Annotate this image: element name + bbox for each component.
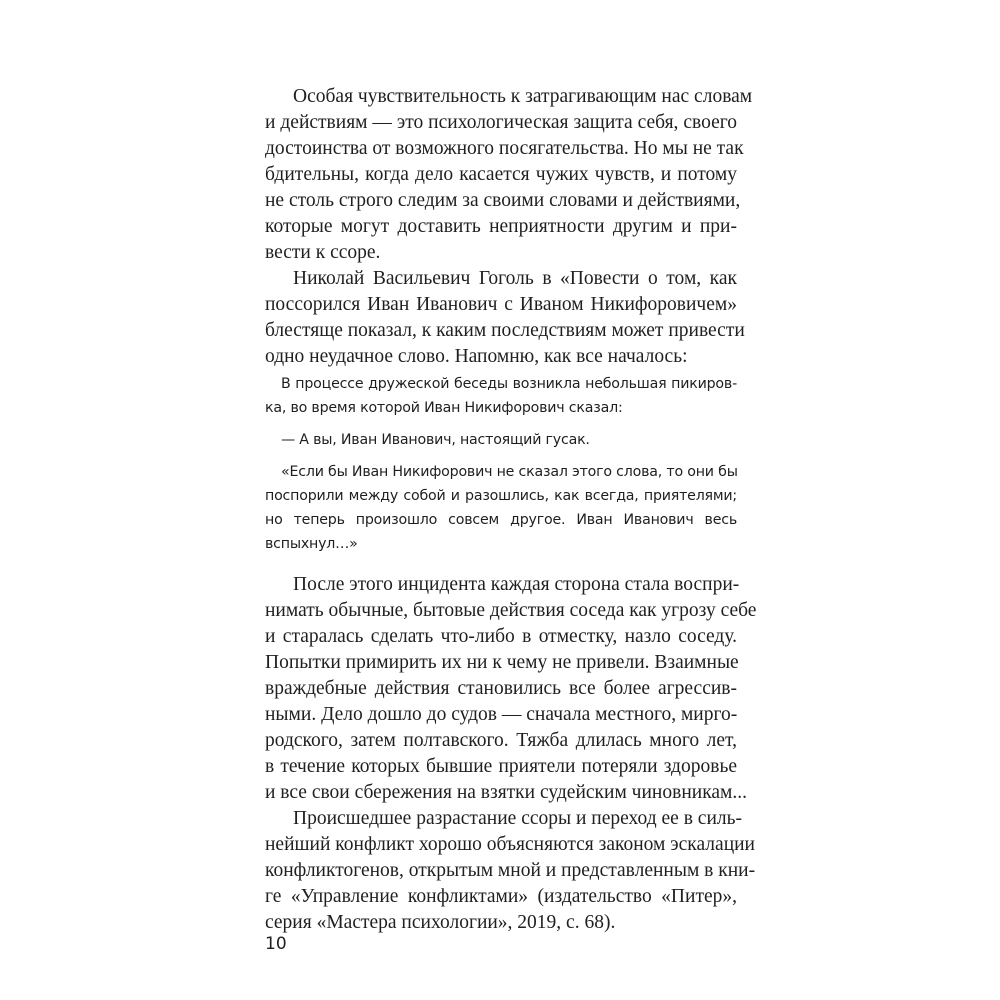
text-line: в течение которых бывшие приятели потеряли здоровье [265,756,737,777]
text-line: и все свои сбережения на взятки судейским чиновникам... [265,782,747,803]
text-line: Попытки примирить их ни к чему не привели. Взаимные [265,652,739,673]
text-line: враждебные действия становились все более агрессив- [265,678,737,699]
text-line: Особая чувствительность к затрагивающим нас словам [293,86,753,107]
text-line: и старалась сделать что-либо в отместку, назло соседу. [265,626,737,647]
text-line: поссорился Иван Иванович с Иваном Никифоровичем» [265,294,737,315]
quote-line: поспорили между собой и разошлись, как всегда, приятелями; [265,488,737,504]
text-line: ге «Управление конфликтами» (издательство «Питер», [265,886,737,907]
text-line: одно неудачное слово. Напомню, как все началось: [265,346,688,367]
text-line: серия «Мастера психологии», 2019, с. 68). [265,912,616,933]
text-line: нимать обычные, бытовые действия соседа как угрозу себе [265,600,757,621]
quote-line: вспыхнул…» [265,536,358,552]
text-line: Происшедшее разрастание ссоры и переход ее в силь- [293,808,742,829]
text-line: После этого инцидента каждая сторона стала воспри- [293,574,740,595]
quote-line: — А вы, Иван Иванович, настоящий гусак. [281,432,590,448]
text-line: конфликтогенов, открытым мной и представленным в кни- [265,860,756,881]
text-line: родского, затем полтавского. Тяжба длилась много лет, [265,730,737,751]
text-line: ными. Дело дошло до судов — сначала местного, мирго- [265,704,738,725]
quote-line: ка, во время которой Иван Никифорович сказал: [265,400,623,416]
text-line: бдительны, когда дело касается чужих чувств, и потому [265,164,737,185]
text-line: достоинства от возможного посягательства. Но мы не так [265,138,744,159]
quote-line: «Если бы Иван Никифорович не сказал этого слова, то они бы [281,464,738,480]
text-line: Николай Васильевич Гоголь в «Повести о том, как [293,268,737,289]
text-line: блестяще показал, к каким последствиям может привести [265,320,745,341]
text-line: нейший конфликт хорошо объясняются законом эскалации [265,834,755,855]
text-line: вести к ссоре. [265,242,381,263]
text-line: и действиям — это психологическая защита себя, своего [265,112,737,133]
quote-line: но теперь произошло совсем другое. Иван Иванович весь [265,512,737,528]
page-number: 10 [265,934,287,954]
quote-line: В процессе дружеской беседы возникла небольшая пикиров- [281,376,737,392]
text-line: не столь строго следим за своими словами и действиями, [265,190,741,211]
text-line: которые могут доставить неприятности другим и при- [265,216,737,237]
